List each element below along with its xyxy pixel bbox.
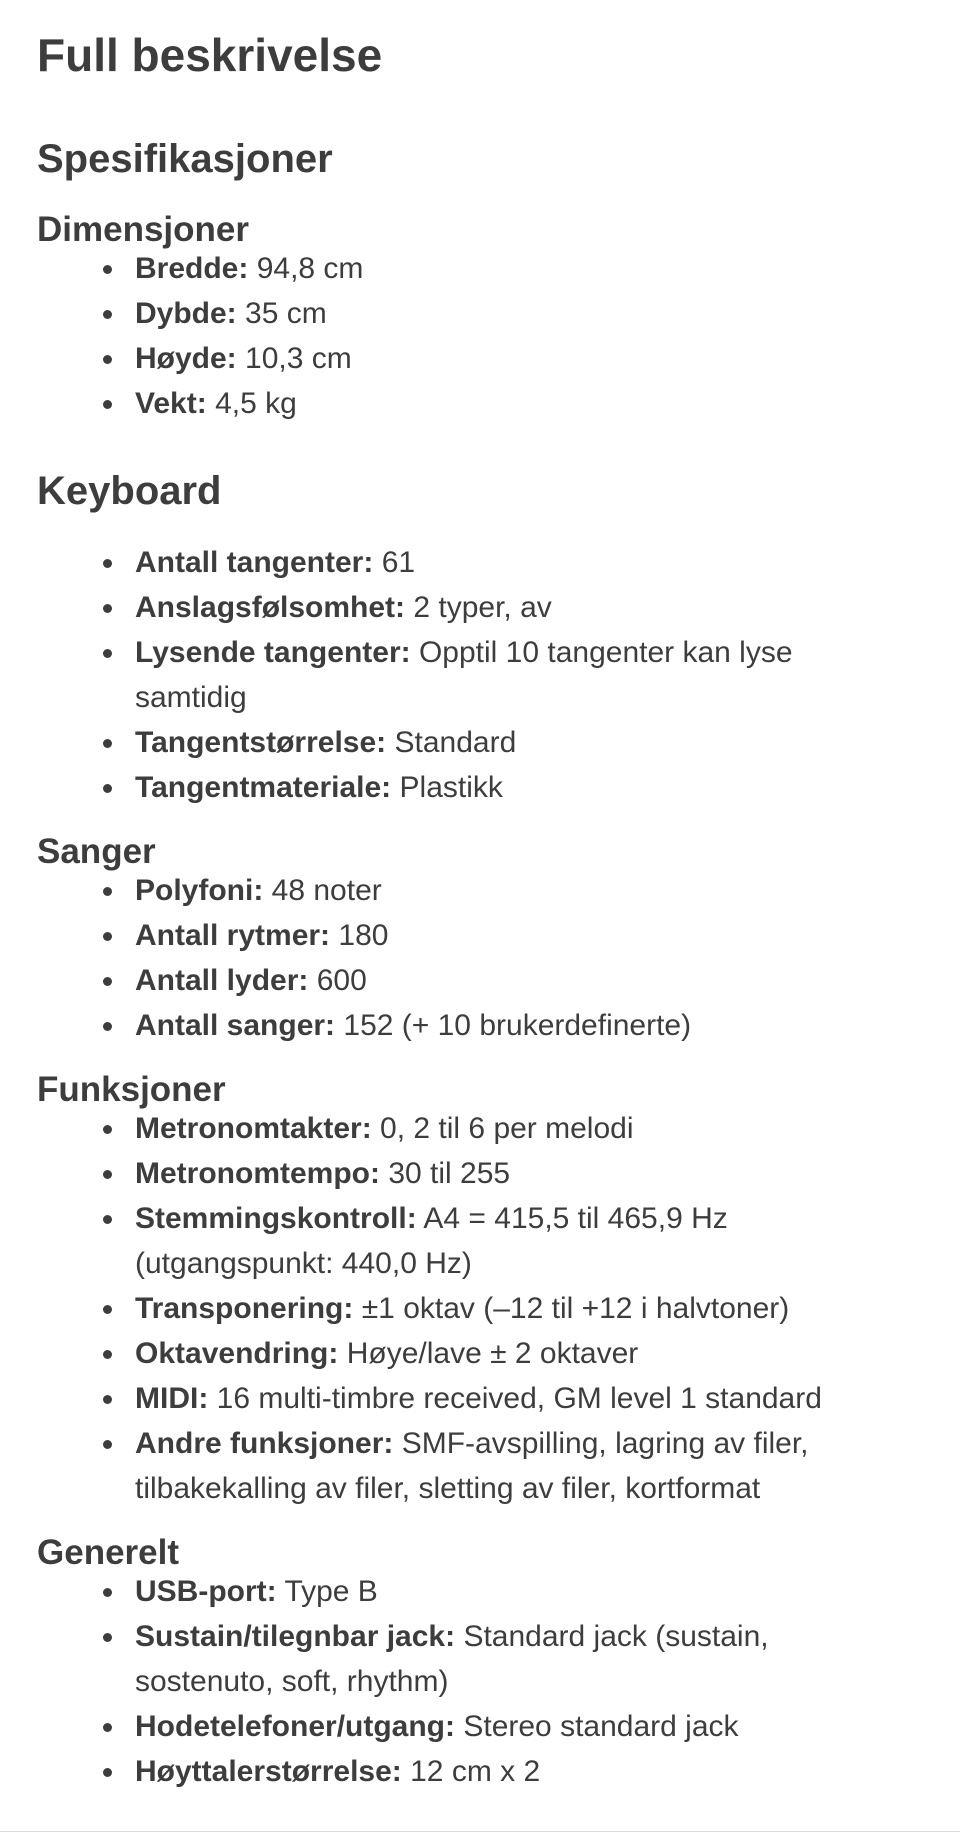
spec-label: Andre funksjoner: [135, 1427, 394, 1460]
spec-label: Tangentstørrelse: [135, 726, 387, 759]
spec-item-metronome-tempo [37, 1151, 937, 1196]
spec-item-lighted-keys [37, 630, 937, 720]
spec-label: Antall tangenter: [135, 546, 374, 579]
spec-label: Tangentmateriale: [135, 771, 392, 804]
spec-label: Antall rytmer: [135, 919, 331, 952]
spec-label: Vekt: [135, 387, 207, 420]
divider [0, 1831, 960, 1832]
spec-value: Stereo standard jack [463, 1710, 739, 1743]
spec-value: 2 typer, av [413, 591, 552, 624]
spec-item-touch-response [37, 585, 937, 630]
spec-item-transpose [37, 1286, 937, 1331]
spec-label: USB-port: [135, 1575, 277, 1608]
spec-label: Hodetelefoner/utgang: [135, 1710, 455, 1743]
spec-value: Opptil 10 tangenter kan lyse samtidig [135, 636, 793, 714]
specifications-heading: Spesifikasjoner [37, 137, 333, 181]
spec-value: ±1 oktav (–12 til +12 i halvtoner) [361, 1292, 790, 1325]
spec-label: Transponering: [135, 1292, 354, 1325]
spec-item-metronome-beats [37, 1106, 937, 1151]
spec-value: 12 cm x 2 [410, 1755, 541, 1788]
spec-item-depth [37, 291, 937, 336]
spec-item-sustain-jack [37, 1614, 937, 1704]
spec-item-midi [37, 1376, 937, 1421]
spec-value: 94,8 cm [256, 252, 364, 285]
spec-label: Bredde: [135, 252, 249, 285]
spec-item-speaker-size [37, 1749, 937, 1794]
spec-value: A4 = 415,5 til 465,9 Hz (utgangspunkt: 440,0 Hz) [135, 1202, 728, 1280]
spec-label: Lysende tangenter: [135, 636, 411, 669]
spec-label: Oktavendring: [135, 1337, 339, 1370]
spec-value: 152 (+ 10 brukerdefinerte) [343, 1009, 692, 1042]
spec-item-rhythms [37, 913, 937, 958]
dimensions-list [37, 246, 937, 426]
spec-value: 180 [338, 919, 389, 952]
spec-label: Dybde: [135, 297, 237, 330]
spec-label: MIDI: [135, 1382, 209, 1415]
spec-label: Stemmingskontroll: [135, 1202, 417, 1235]
spec-value: 16 multi-timbre received, GM level 1 standard [216, 1382, 822, 1415]
spec-value: 600 [316, 964, 367, 997]
spec-value: Standard jack (sustain, sostenuto, soft, rhythm) [135, 1620, 769, 1698]
spec-value: 35 cm [245, 297, 327, 330]
spec-item-usb-port [37, 1569, 937, 1614]
keyboard-list [37, 540, 937, 810]
spec-item-headphones [37, 1704, 937, 1749]
page-title: Full beskrivelse [37, 29, 383, 81]
spec-label: Antall lyder: [135, 964, 309, 997]
spec-label: Høyttalerstørrelse: [135, 1755, 402, 1788]
spec-value: 10,3 cm [245, 342, 352, 375]
functions-heading: Funksjoner [37, 1070, 226, 1109]
spec-value: 0, 2 til 6 per melodi [380, 1112, 634, 1145]
spec-item-key-size [37, 720, 937, 765]
spec-item-tuning-control [37, 1196, 937, 1286]
spec-label: Metronomtempo: [135, 1157, 380, 1190]
spec-item-width [37, 246, 937, 291]
functions-list [37, 1106, 937, 1511]
general-heading: Generelt [37, 1533, 179, 1572]
spec-value: Type B [284, 1575, 378, 1608]
spec-label: Metronomtakter: [135, 1112, 372, 1145]
songs-list [37, 868, 937, 1048]
spec-item-songs [37, 1003, 937, 1048]
spec-value: 48 noter [271, 874, 382, 907]
spec-item-key-count [37, 540, 937, 585]
product-description [37, 0, 937, 1794]
spec-item-polyphony [37, 868, 937, 913]
spec-value: 4,5 kg [215, 387, 297, 420]
spec-value: Standard [394, 726, 517, 759]
spec-label: Antall sanger: [135, 1009, 336, 1042]
spec-item-key-material [37, 765, 937, 810]
keyboard-heading: Keyboard [37, 469, 222, 513]
songs-heading: Sanger [37, 832, 156, 871]
spec-item-height [37, 336, 937, 381]
spec-value: Plastikk [399, 771, 503, 804]
dimensions-heading: Dimensjoner [37, 210, 249, 249]
spec-item-weight [37, 381, 937, 426]
spec-value: 61 [381, 546, 416, 579]
spec-item-octave-shift [37, 1331, 937, 1376]
spec-item-other-functions [37, 1421, 937, 1511]
spec-value: SMF-avspilling, lagring av filer, tilbakekalling av filer, sletting av filer, kortformat [135, 1427, 809, 1505]
general-list [37, 1569, 937, 1794]
spec-label: Polyfoni: [135, 874, 264, 907]
spec-value: 30 til 255 [388, 1157, 511, 1190]
spec-item-tones [37, 958, 937, 1003]
spec-label: Høyde: [135, 342, 237, 375]
spec-label: Anslagsfølsomhet: [135, 591, 406, 624]
spec-value: Høye/lave ± 2 oktaver [346, 1337, 639, 1370]
spec-label: Sustain/tilegnbar jack: [135, 1620, 456, 1653]
